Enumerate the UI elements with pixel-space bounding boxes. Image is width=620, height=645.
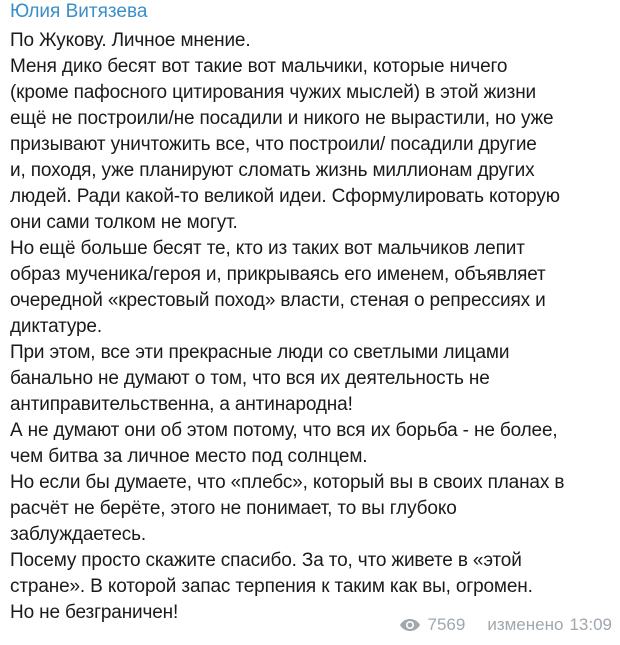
post-meta: [398, 615, 613, 635]
text-line: Меня дико бесят вот такие вот мальчики, которые ничего: [10, 56, 508, 77]
eye-icon: [398, 617, 422, 633]
text-line: очередной «крестовый поход» власти, стеная о репрессиях и: [10, 290, 546, 311]
text-line: банально не думают о том, что вся их деятельность не: [10, 368, 490, 389]
view-count: 7569: [427, 615, 466, 634]
text-line: стране». В которой запас терпения к таким как вы, огромен.: [10, 576, 533, 597]
text-line: антиправительственна, а антинародна!: [10, 394, 353, 415]
text-line: диктатуре.: [10, 316, 102, 337]
text-line: и, походя, уже планируют сломать жизнь миллионам других: [10, 160, 535, 181]
text-line: При этом, все эти прекрасные люди со светлыми лицами: [10, 342, 510, 363]
text-line: образ мученика/героя и, прикрываясь его именем, объявляет: [10, 264, 546, 285]
text-line: Посему просто скажите спасибо. За то, что живете в «этой: [10, 550, 522, 571]
post-author[interactable]: Юлия Витязева: [10, 1, 148, 22]
text-line: Но если бы думаете, что «плебс», который вы в своих планах в: [10, 472, 565, 493]
text-line: Но ещё больше бесят те, кто из таких вот мальчиков лепит: [10, 238, 525, 259]
text-line: ещё не построили/не посадили и никого не вырастили, но уже: [10, 108, 554, 129]
text-line: заблуждаетесь.: [10, 524, 147, 545]
text-line: они сами толком не могут.: [10, 212, 238, 233]
text-line: Но не безграничен!: [10, 602, 179, 623]
text-line: призывают уничтожить все, что построили/ посадили другие: [10, 134, 537, 155]
text-line: А не думают они об этом потому, что вся их борьба - не более,: [10, 420, 558, 441]
edited-label: изменено: [487, 615, 564, 634]
text-line: расчёт не берёте, этого не понимает, то вы глубоко: [10, 498, 457, 519]
post-time: 13:09: [569, 615, 612, 634]
text-line: (кроме пафосного цитирования чужих мыслей) в этой жизни: [10, 82, 537, 103]
text-line: людей. Ради какой-то великой идеи. Сформулировать которую: [10, 186, 560, 207]
post-text: [10, 28, 612, 626]
text-line: По Жукову. Личное мнение.: [10, 30, 251, 51]
text-line: чем битва за личное место под солнцем.: [10, 446, 368, 467]
